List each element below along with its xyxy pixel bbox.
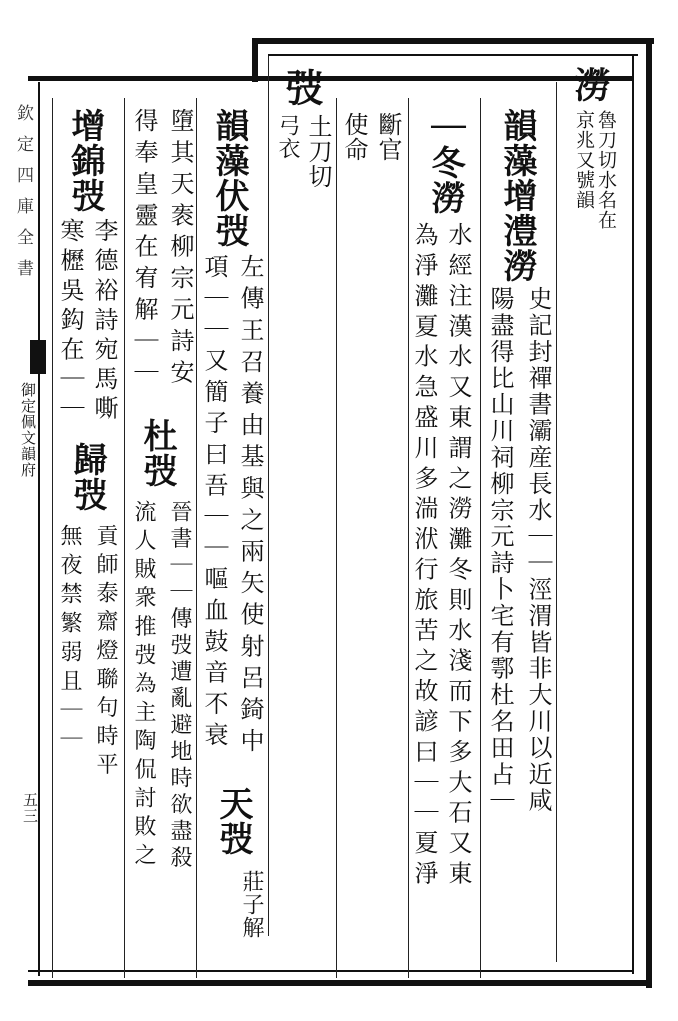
page-number: 五三 [21, 792, 39, 824]
entry-text: 墮其天袠柳宗元詩安 [166, 108, 194, 391]
column-rule [124, 98, 125, 978]
entry-heading: 增錦弢 [65, 108, 105, 213]
entry-heading: 歸弢 [67, 442, 107, 512]
headword-reading: 土刀切 [304, 114, 332, 189]
entry-text: 斷官 [374, 112, 402, 162]
margin-side-title: 御定佩文韻府 [19, 382, 37, 478]
frame-top-border [28, 76, 632, 81]
frame-step-top [252, 38, 654, 44]
column-rule [52, 98, 53, 978]
column-rule [408, 98, 409, 978]
entry-text: 陽盡得比山川祠柳宗元詩卜宅有鄠杜名田占｜ [486, 286, 514, 814]
frame-step-left [252, 38, 258, 82]
entry-text: 項｜｜又簡子曰吾｜｜嘔血鼓音不衰 [200, 254, 228, 754]
entry-heading: 杜弢 [137, 418, 177, 488]
header-note: 京兆又號韻 [573, 110, 595, 210]
frame-inner-top [268, 54, 638, 56]
entry-heading: 韻藻伏弢 [209, 108, 249, 248]
entry-text: 為淨灘夏水急盛川多湍洑行旅苦之故諺曰｜｜夏淨 [410, 222, 438, 891]
entry-text: 使命 [340, 112, 368, 162]
entry-heading: ｜冬澇 [425, 110, 465, 215]
frame-inner-bottom [28, 970, 634, 972]
column-rule [556, 82, 557, 962]
margin-book-title: 欽定四庫全書 [13, 104, 33, 290]
headword-char: 弢 [279, 68, 324, 107]
frame-left-margin-line [38, 82, 40, 976]
entry-text: 寒櫪吳鈎在｜｜ [56, 218, 84, 426]
entry-text: 貢師泰齋燈聯句時平 [93, 524, 118, 782]
header-reading: 魯刀切水名在 [595, 110, 617, 230]
entry-text: 水經注漢水又東謂之澇灘冬則水淺而下多大石又東 [444, 222, 472, 891]
column-rule [196, 98, 197, 978]
entry-heading: 天弢 [213, 786, 253, 856]
entry-text: 無夜禁繁弱且｜｜ [57, 524, 82, 756]
frame-inner-right [632, 54, 634, 974]
headword-reading: 弓衣 [275, 114, 300, 160]
entry-text: 李德裕詩宛馬嘶 [90, 218, 118, 426]
column-rule [268, 56, 269, 936]
margin-fish-tail [30, 340, 46, 374]
entry-heading: 韻藻增澧澇 [497, 108, 537, 283]
column-rule [336, 98, 337, 978]
header-char: 澇 [569, 66, 611, 103]
frame-bottom-border [28, 980, 652, 986]
column-rule [480, 98, 481, 978]
entry-text: 晉書｜｜傳弢遭亂避地時欲盡殺 [167, 500, 192, 873]
entry-text: 史記封禪書灞産長水｜｜涇渭皆非大川以近咸 [524, 286, 552, 814]
entry-text: 左傳王召養由基與之兩矢使射呂錡中 [236, 254, 264, 760]
entry-text: 流人賊衆推弢為主陶侃討敗之 [131, 500, 156, 872]
entry-text: 莊子解 [239, 870, 264, 939]
entry-text: 得奉皇靈在宥解｜｜ [130, 108, 158, 391]
frame-right-border [646, 38, 652, 988]
